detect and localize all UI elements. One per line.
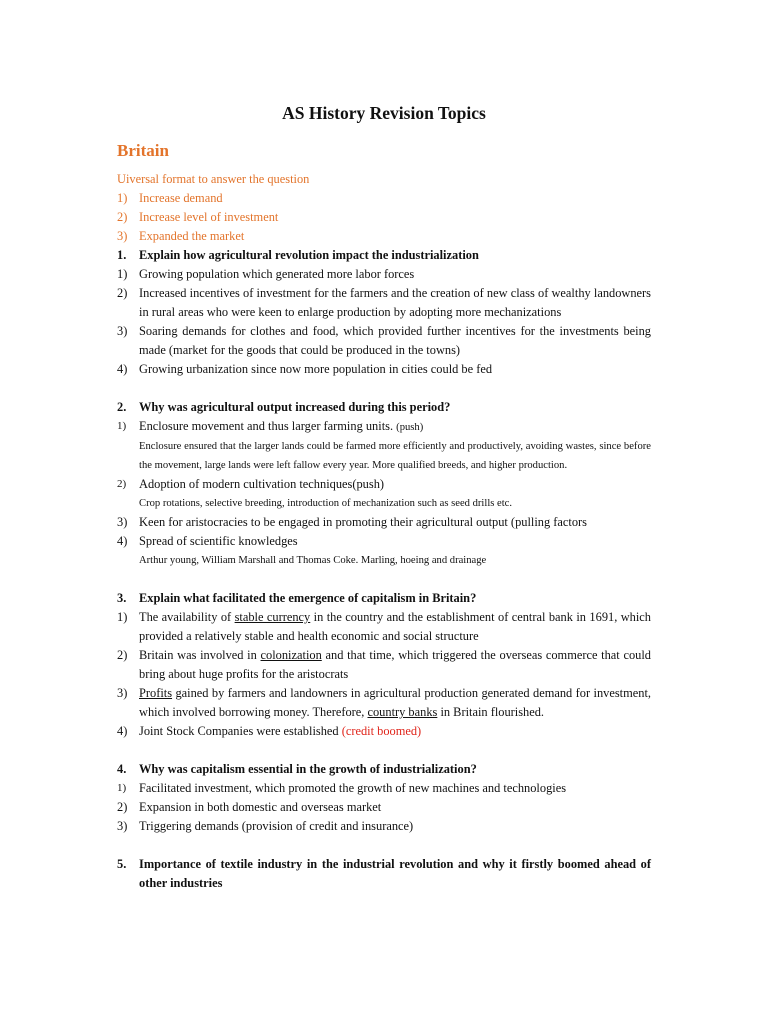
question-1: 1. Explain how agricultural revolution impact the industrialization bbox=[117, 248, 479, 262]
question-5: 5. Importance of textile industry in the industrial revolution and why it firstly boomed ahead of other industries bbox=[117, 857, 651, 890]
document-body bbox=[117, 170, 651, 893]
answer-item: 4) Joint Stock Companies were established (credit boomed) bbox=[117, 724, 422, 738]
section-heading: Britain bbox=[117, 141, 169, 160]
answer-note: Arthur young, William Marshall and Thomas Coke. Marling, hoeing and drainage bbox=[139, 555, 487, 566]
answer-item: 3) Soaring demands for clothes and food, which provided further incentives for the investments being made (market for the goods that could be produced in the towns) bbox=[117, 324, 651, 357]
answer-item: 4) Growing urbanization since now more population in cities could be fed bbox=[117, 362, 493, 376]
answer-note: Crop rotations, selective breeding, introduction of mechanization such as seed drills etc. bbox=[139, 498, 513, 509]
answer-item: 2) Britain was involved in colonization and that time, which triggered the overseas commerce that could bring about huge profits for the aristocrats bbox=[117, 648, 651, 681]
spacer bbox=[117, 379, 651, 398]
answer-item: 1) Facilitated investment, which promoted the growth of new machines and technologies bbox=[117, 781, 567, 795]
answer-item: 4) Spread of scientific knowledges bbox=[117, 534, 298, 548]
format-item: 3) Expanded the market bbox=[117, 229, 245, 243]
spacer bbox=[117, 741, 651, 760]
format-item: 2) Increase level of investment bbox=[117, 210, 279, 224]
question-2: 2. Why was agricultural output increased during this period? bbox=[117, 400, 451, 414]
page-title: AS History Revision Topics bbox=[282, 103, 486, 123]
answer-item: 2) Expansion in both domestic and overseas market bbox=[117, 800, 382, 814]
answer-item: 1) Enclosure movement and thus larger farming units. (push) bbox=[117, 419, 424, 433]
answer-note: Enclosure ensured that the larger lands could be farmed more efficiently and productively, avoiding wastes, since before the movement, large lands were left fallow every year. More qualified breeds, and higher production. bbox=[139, 441, 651, 471]
format-item: 1) Increase demand bbox=[117, 191, 223, 205]
answer-item: 2) Increased incentives of investment for the farmers and the creation of new class of wealthy landowners in rural areas who were keen to enlarge production by adopting more mechanizations bbox=[117, 286, 651, 319]
answer-item: 3) Keen for aristocracies to be engaged in promoting their agricultural output (pulling factors bbox=[117, 515, 587, 529]
answer-item: 1) The availability of stable currency in the country and the establishment of central bank in 1691, which provided a relatively stable and health economic and social structure bbox=[117, 610, 652, 643]
format-heading: Uiversal format to answer the question bbox=[117, 172, 310, 186]
spacer bbox=[117, 570, 651, 589]
question-4: 4. Why was capitalism essential in the growth of industrialization? bbox=[117, 762, 477, 776]
answer-item: 3) Triggering demands (provision of credit and insurance) bbox=[117, 819, 414, 833]
question-3: 3. Explain what facilitated the emergence of capitalism in Britain? bbox=[117, 591, 477, 605]
spacer bbox=[117, 836, 651, 855]
answer-item: 1) Growing population which generated more labor forces bbox=[117, 267, 415, 281]
answer-item: 2) Adoption of modern cultivation techniques(push) bbox=[117, 477, 385, 491]
answer-item: 3) Profits gained by farmers and landowners in agricultural production generated demand for investment, which involved borrowing money. Therefore, country banks in Britain flourished. bbox=[117, 686, 651, 719]
